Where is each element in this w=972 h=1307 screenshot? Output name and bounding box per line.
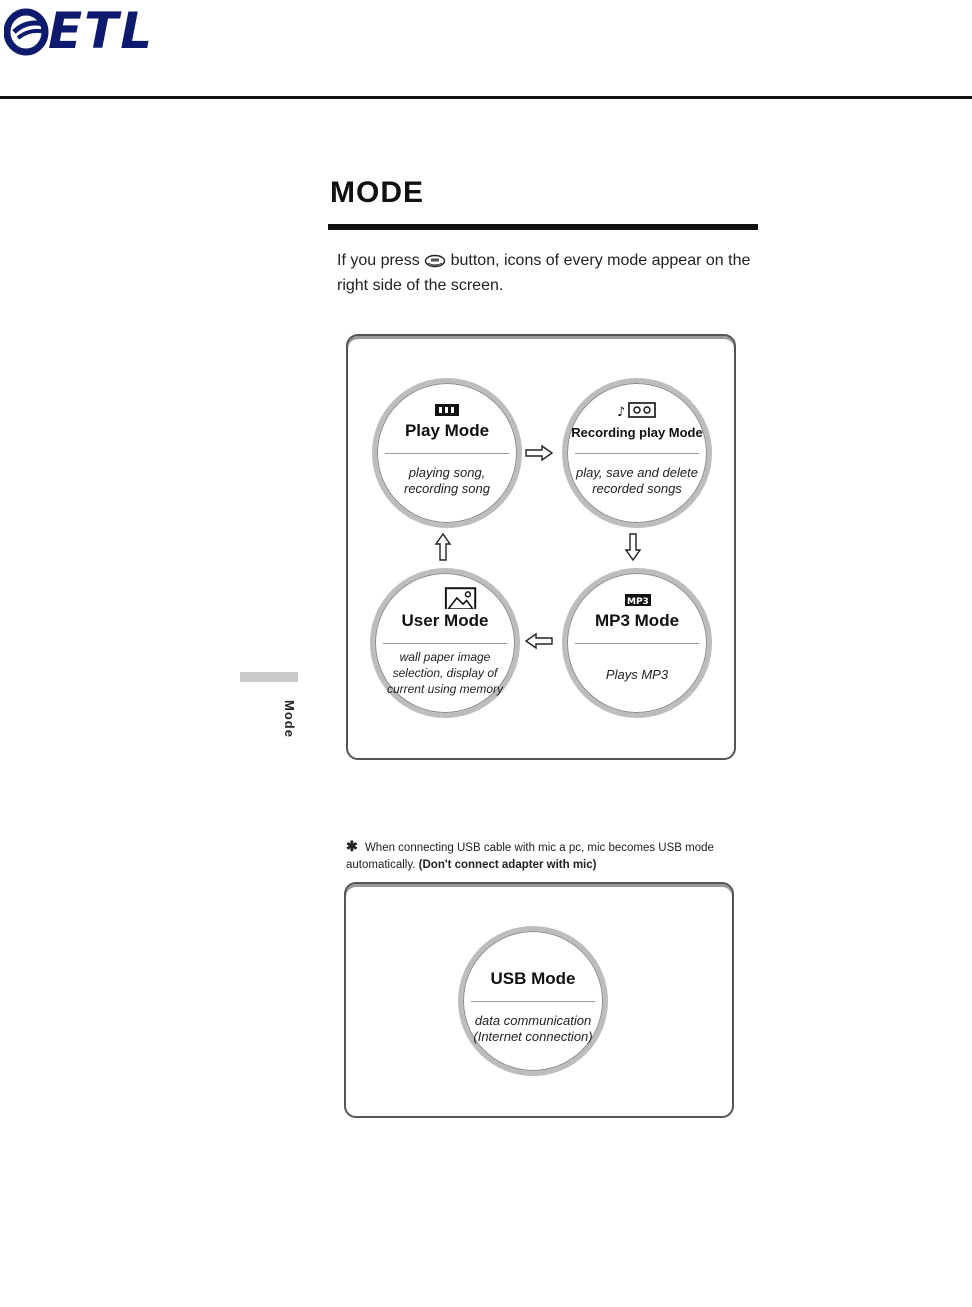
intro-text-before: If you press [337,252,420,269]
recording-icon [567,401,707,419]
etl-swoosh-icon [4,2,52,60]
circle-divider [575,453,699,454]
midi-icon [377,401,517,419]
page-title: MODE [330,176,424,209]
user-mode-description: wall paper image selection, display of current using memory [386,650,504,696]
logo-text: ETL [48,2,155,60]
recording-mode-circle [562,378,712,528]
arrow-left-icon [524,632,554,650]
svg-text:♪: ♪ [617,405,626,419]
svg-text:MP3: MP3 [627,597,649,607]
circle-divider [575,643,699,644]
arrow-right-icon [524,444,554,462]
etl-logo [4,2,174,62]
note-warning: (Don't connect adapter with mic) [418,859,597,871]
mp3-mode-description: Plays MP3 [605,667,669,682]
play-mode-name: Play Mode [404,421,490,440]
image-icon [375,587,546,609]
circle-divider [385,453,509,454]
side-tab-marker [240,672,298,682]
usb-mode-description: data communication (Internet connection) [473,1013,593,1044]
recording-mode-description: play, save and delete recorded songs [576,465,698,496]
intro-text [337,248,757,298]
user-mode-circle [370,568,520,718]
arrow-down-icon [624,532,642,562]
play-mode-circle [372,378,522,528]
circle-divider [471,1001,595,1002]
mode-button-icon [424,254,446,268]
usb-mode-circle [458,926,608,1076]
title-underline [328,224,758,230]
play-mode-description: playing song, recording song [404,465,490,496]
note-symbol: ✱ [346,838,358,854]
circle-divider [383,643,507,644]
header-divider [0,96,972,99]
mp3-icon [567,591,707,609]
mp3-mode-circle [562,568,712,718]
usb-note [346,838,736,874]
arrow-up-icon [434,532,452,562]
mp3-mode-name: MP3 Mode [594,611,680,630]
usb-mode-name: USB Mode [490,969,576,988]
note-text: When connecting USB cable with mic a pc, mic becomes USB mode automatically. [346,842,714,871]
recording-mode-name: Recording play Mode [571,425,703,440]
intro-text-after: button, icons of every mode appear on the right side of the screen. [337,252,751,294]
side-section-label: Mode [282,700,297,738]
user-mode-name: User Mode [401,611,489,630]
